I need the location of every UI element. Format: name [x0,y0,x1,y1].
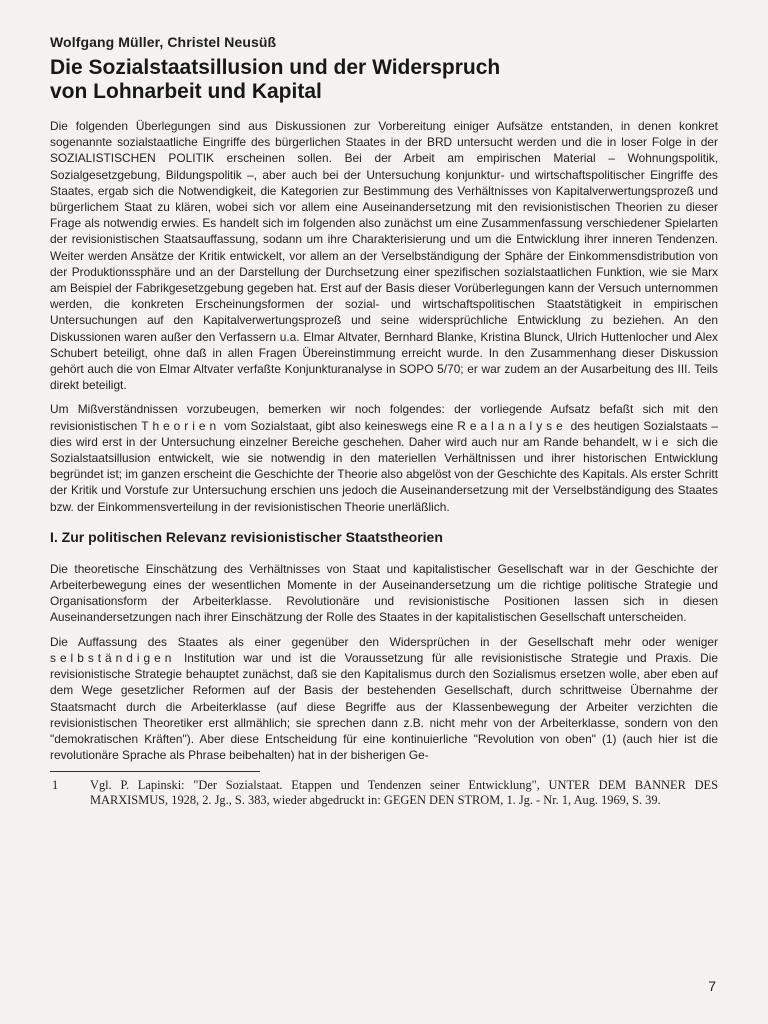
title-line-2: von Lohnarbeit und Kapital [50,80,322,103]
emphasis-theorien: Theorien [141,418,221,433]
emphasis-realanalyse: Realanalyse [457,418,567,433]
section-1-paragraph-2 [50,634,718,764]
section-1-p2-part-a: Die Auffassung des Staates als einer gegenüber den Widersprüchen in der Gesellschaft mehr oder weniger [50,634,718,649]
emphasis-wie: wie [642,434,673,449]
intro-p2-part-a: Um Mißverständnissen vorzubeugen, bemerken wir noch folgendes: der vorliegende Aufsatz befaßt sich mit den revisionistischen [50,402,718,433]
intro-paragraph-2 [50,401,718,514]
page-number: 7 [708,978,716,994]
intro-p2-part-d: sich die Sozialstaatsillusion entwickelt, wie sie notwendig in den materiellen Verhältnissen und ihrer historischen Entwicklung begründet ist; im ganzen erscheint die Geschichte der Theorie also abgelöst von der Geschichte des Kapitals. Als erster Schritt der Kritik und Vorstufe zur Untersuchung erschien uns jedoch die Auseinandersetzung mit der Verselbständigung des Staates bzw. der Einkommensverteilung in der revisionistischen Theorie unerläßlich. [50,434,718,514]
footnote-divider [50,771,260,772]
author-line: Wolfgang Müller, Christel Neusüß [50,34,277,50]
intro-p2-part-c: des heutigen Sozialstaats – dies wird erst in der Untersuchung einzelner Bereiche geschehen. Daher wird auch nur am Rande behandelt, [50,418,719,449]
page-content [50,34,718,808]
section-heading-1: I. Zur politischen Relevanz revisionistischer Staatstheorien [50,528,443,545]
section-1-paragraph-1: Die theoretische Einschätzung des Verhältnisses von Staat und kapitalistischer Gesellschaft war in der Geschichte der Arbeiterbewegung eines der wesentlichen Momente in der Auseinandersetzung um die richtige politische Strategie und Organisationsform der Arbeiterklasse. Revolutionäre und revisionistische Positionen lassen sich in diesen Auseinandersetzungen nach ihrer Einschätzung der Rolle des Staates in der kapitalistischen Gesellschaft unterscheiden. [50,561,718,625]
title-line-1: Die Sozialstaatsillusion und der Widerspruch [50,56,501,79]
article-title [50,56,718,104]
footnote-text: Vgl. P. Lapinski: "Der Sozialstaat. Etappen und Tendenzen seiner Entwicklung", UNTER DEM BANNER DES MARXISMUS, 1928, 2. Jg., S. 383, wieder abgedruckt in: GEGEN DEN STROM, 1. Jg. - Nr. 1, Aug. 1969, S. 39. [90,778,718,808]
intro-paragraph-1: Die folgenden Überlegungen sind aus Diskussionen zur Vorbereitung einiger Aufsätze entstanden, in denen konkret sogenannte sozialstaatliche Eingriffe des bürgerlichen Staates in der BRD untersucht werden und die in loser Folge in der SOZIALISTISCHEN POLITIK erscheinen sollen. Bei der Arbeit am empirischen Material – Wohnungspolitik, Sozialgesetzgebung, Bildungspolitik –, aber auch bei der Untersuchung konjunktur- und wirtschaftspolitischer Eingriffe des Staates, ergab sich die Notwendigkeit, die Kategorien zur Bestimmung des Verhältnisses von Kapitalverwertungsprozeß und bürgerlichem Staat zu klären, wobei sich vor allem eine Auseinandersetzung mit den revisionistischen Theorien zu dieser Frage als notwendig erwies. Es handelt sich im folgenden also zunächst um eine Zusammenfassung verschiedener Spielarten der revisionistischen Staatsauffassung, sodann um ihre Charakterisierung und um die Entwicklung ihrer inneren Tendenzen. Weiter werden Ansätze der Kritik entwickelt, vor allem an der Verselbständigung der Sphäre der Einkommensdistribution von der Produktionssphäre und an der Darstellung der Durchsetzung einer spezifischen sozialstaatlichen Funktion, wie sie Marx am Beispiel der Fabrikgesetzgebung gegeben hat. Erst auf der Basis dieser Vorüberlegungen kann der Versuch unternommen werden, die konkreten Erscheinungsformen der sozial- und wirtschaftspolitischen Staatstätigkeit in empirischen Untersuchungen auf den Kapitalverwertungsprozeß und seine widersprüchliche Entwicklung zu beziehen. An den Diskussionen waren außer den Verfassern u.a. Elmar Altvater, Bernhard Blanke, Kristina Blunck, Ulrich Huttenlocher und Alex Schubert beteiligt, ohne daß in allen Fragen Übereinstimmung erreicht wurde. In den Zusammenhang dieser Diskussion gehört auch die von Elmar Altvater verfaßte Konjunkturanalyse in SOPO 5/70; er war zudem an der Ausarbeitung des III. Teils direkt beteiligt. [50,119,718,393]
emphasis-selbstaendigen: selbständigen [50,650,176,665]
section-1-p2-part-b: Institution war und ist die Voraussetzung für alle revisionistische Strategie und Praxis. Die revisionistische Strategie behauptet zunächst, daß sie den Kapitalismus durch den Sozialismus ersetzen wolle, aber eben auf dem Wege gesetzlicher Reformen auf der Basis der bestehenden Gesellschaft, durch schrittweise Übernahme der Staatsmacht durch die Arbeiterklasse (auf diese Begriffe aus der Klassenbewegung der Arbeiter verzichten die revisionistischen Theoretiker erst allmählich; sie sprechen dann z.B. nicht mehr von der Arbeiterklasse, sondern von den "demokratischen Kräften"). Aber diese Entscheidung für eine kontinuierliche "Revolution von oben" (1) (auch hier ist die revolutionäre Sprache als Phrase beibehalten) hat in der bisherigen Ge- [50,650,718,763]
footnote-1 [50,778,718,808]
footnote-number: 1 [52,778,59,793]
intro-p2-part-b: vom Sozialstaat, gibt also keineswegs eine [220,418,458,433]
